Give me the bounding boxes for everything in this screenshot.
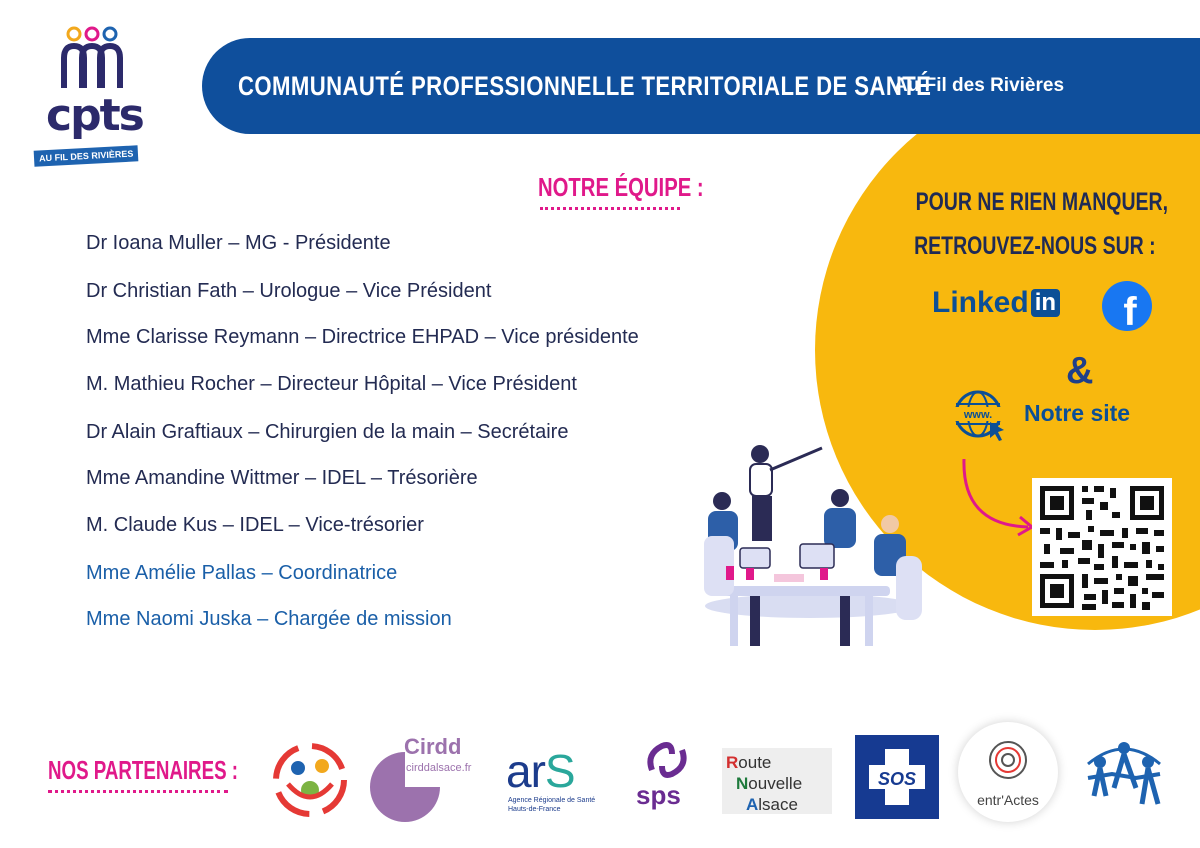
- partners-heading-underline: [48, 790, 228, 793]
- people-rings-icon: [30, 24, 170, 94]
- team-heading-underline: [540, 207, 680, 210]
- partner-logo-dancing-people[interactable]: [1078, 734, 1170, 820]
- team-member: Mme Amandine Wittmer – IDEL – Trésorière: [86, 467, 478, 489]
- route-line-1: oute: [738, 753, 772, 772]
- partner-logo-people-circle[interactable]: [268, 740, 352, 820]
- sos-cross-icon: [855, 735, 939, 819]
- follow-line-1: POUR NE RIEN MANQUER,: [915, 188, 1169, 216]
- team-member: Dr Christian Fath – Urologue – Vice Président: [86, 280, 492, 302]
- cirdd-url: cirddalsace.fr: [406, 762, 472, 774]
- team-member: Mme Naomi Juska – Chargée de mission: [86, 608, 452, 630]
- sps-hands-icon: [642, 740, 692, 780]
- globe-www-icon[interactable]: [952, 388, 1010, 442]
- route-a: A: [746, 795, 759, 814]
- team-member: Dr Ioana Muller – MG - Présidente: [86, 232, 391, 254]
- header-title: COMMUNAUTÉ PROFESSIONNELLE TERRITORIALE DE SANTÉ: [238, 70, 932, 101]
- follow-line-2: RETROUVEZ-NOUS SUR :: [914, 232, 1156, 260]
- team-meeting-illustration: [690, 436, 930, 668]
- linkedin-word: Linked: [932, 286, 1029, 319]
- team-heading: NOTRE ÉQUIPE :: [538, 172, 704, 202]
- logo-tagline: AU FIL DES RIVIÈRES: [34, 145, 139, 166]
- ars-ar: ar: [506, 745, 545, 797]
- linkedin-logo[interactable]: [932, 286, 1060, 320]
- partner-logo-ars[interactable]: [506, 745, 616, 813]
- entractes-circles-icon: [958, 728, 1058, 798]
- facebook-icon[interactable]: [1102, 281, 1152, 331]
- website-link[interactable]: Notre site: [1024, 400, 1131, 426]
- team-member: Mme Amélie Pallas – Coordinatrice: [86, 562, 398, 584]
- cpts-logo: [30, 24, 170, 174]
- entractes-name: entr'Actes: [977, 792, 1039, 808]
- ampersand: &: [1066, 350, 1094, 392]
- linkedin-in-icon: in: [1031, 289, 1060, 317]
- team-member: M. Claude Kus – IDEL – Vice-trésorier: [86, 514, 424, 536]
- cirdd-name: Cirdd: [404, 734, 462, 759]
- sps-name: sps: [636, 780, 681, 810]
- route-line-3: lsace: [758, 795, 798, 814]
- ars-s: S: [544, 745, 575, 797]
- facebook-letter: f: [1123, 290, 1137, 331]
- qr-code[interactable]: [1032, 478, 1172, 616]
- arrow-to-qr-icon: [956, 455, 1036, 545]
- sos-label: SOS: [877, 769, 917, 789]
- header-band: [202, 38, 1200, 134]
- route-r: R: [726, 753, 739, 772]
- team-member: M. Mathieu Rocher – Directeur Hôpital – Vice Président: [86, 373, 577, 395]
- ars-subtitle-2: Hauts-de-France: [508, 806, 561, 813]
- partner-logo-sos[interactable]: [855, 735, 939, 819]
- partners-heading: NOS PARTENAIRES :: [48, 755, 238, 785]
- www-label: www.: [963, 409, 993, 421]
- partner-logo-cirdd[interactable]: [370, 730, 480, 822]
- route-line-2: ouvelle: [748, 774, 803, 793]
- team-member: Dr Alain Graftiaux – Chirurgien de la main – Secrétaire: [86, 421, 569, 443]
- route-n: N: [736, 774, 749, 793]
- partner-logo-entractes[interactable]: [958, 722, 1058, 822]
- header-subtitle: Au Fil des Rivières: [894, 75, 1065, 96]
- partner-logo-sps[interactable]: [636, 740, 696, 816]
- logo-word: cpts: [46, 90, 143, 141]
- ars-subtitle-1: Agence Régionale de Santé: [508, 797, 596, 804]
- follow-us-text: [880, 180, 1180, 268]
- lightbulb-icon: [866, 446, 890, 470]
- team-member: Mme Clarisse Reymann – Directrice EHPAD – Vice présidente: [86, 326, 639, 348]
- partner-logo-route-nouvelle-alsace[interactable]: [722, 748, 832, 814]
